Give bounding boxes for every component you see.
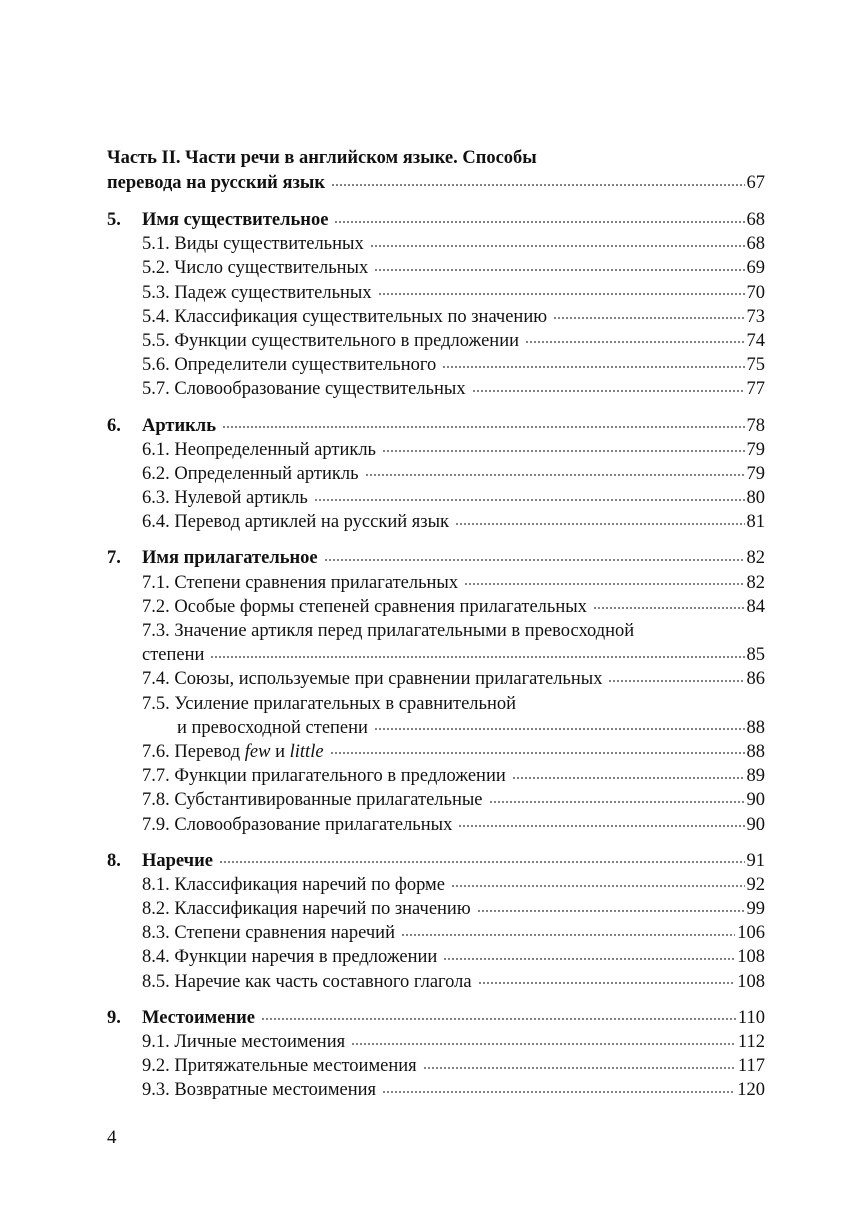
part-title: Часть II. Части речи в английском языке. Способы <box>107 148 537 168</box>
subsection-title: и превосходной степени <box>177 717 368 738</box>
page-number: 78 <box>746 415 765 436</box>
subsection-entry[interactable] <box>107 595 765 619</box>
subsection-title: 7.1. Степени сравнения прилагательных <box>142 572 459 593</box>
toc-section <box>107 1006 765 1103</box>
dot-leader <box>442 364 744 369</box>
subsection-title: 7.7. Функции прилагательного в предложении <box>142 766 506 787</box>
subsection-entry[interactable] <box>107 329 765 353</box>
subsection-entry[interactable] <box>107 510 765 534</box>
dot-leader <box>423 1065 736 1070</box>
toc-section <box>107 849 765 994</box>
part-title-line <box>107 171 765 196</box>
subsection-title: 7.9. Словообразование прилагательных <box>142 814 453 835</box>
subsection-entry[interactable] <box>107 1078 765 1102</box>
page-number: 79 <box>746 463 765 484</box>
subsection-title: 6.1. Неопределенный артикль <box>142 439 376 460</box>
subsection-entry[interactable] <box>107 438 765 462</box>
page-folio: 4 <box>107 1127 117 1148</box>
subsection-entry[interactable] <box>107 571 765 595</box>
page-number: 92 <box>746 874 765 895</box>
page-number: 79 <box>746 439 765 460</box>
page-number: 108 <box>737 971 765 992</box>
dot-leader <box>261 1017 736 1022</box>
toc-section <box>107 208 765 402</box>
page-number: 67 <box>746 173 765 193</box>
page-number: 117 <box>737 1056 765 1077</box>
subsection-title: 7.4. Союзы, используемые при сравнении прилагательных <box>142 669 603 690</box>
page-number: 88 <box>746 741 765 762</box>
dot-leader <box>382 1089 735 1094</box>
subsection-title: 5.3. Падеж существительных <box>142 282 372 303</box>
chapter-number: 6. <box>107 415 121 436</box>
subsection-title: 5.6. Определители существительного <box>142 355 437 376</box>
subsection-title: 8.2. Классификация наречий по значению <box>142 899 471 920</box>
dot-leader <box>210 654 744 659</box>
page-number: 80 <box>746 488 765 509</box>
subsection-title: 9.1. Личные местоимения <box>142 1032 346 1052</box>
subsection-entry[interactable] <box>107 486 765 510</box>
page-number: 108 <box>737 947 765 968</box>
subsection-title: 6.4. Перевод артиклей на русский язык <box>142 512 449 533</box>
subsection-entry[interactable] <box>107 813 765 837</box>
dot-leader <box>443 956 735 961</box>
chapter-title: Наречие <box>142 850 213 871</box>
page-number: 106 <box>737 923 765 944</box>
subsection-entry[interactable] <box>107 1054 765 1078</box>
page-number: 68 <box>746 234 765 255</box>
italic-term: few <box>244 741 271 762</box>
chapter-entry[interactable] <box>107 1006 765 1030</box>
dot-leader <box>330 751 745 756</box>
page-number: 86 <box>746 669 765 690</box>
subsection-title: 9.2. Притяжательные местоимения <box>142 1056 417 1077</box>
subsection-title: 6.2. Определенный артикль <box>142 463 359 484</box>
subsection-entry[interactable] <box>107 970 765 994</box>
page-number: 88 <box>746 717 765 738</box>
page-number: 73 <box>746 306 765 327</box>
subsection-entry[interactable]: 7.5. Усиление прилагательных в сравнительной <box>142 693 517 714</box>
dot-leader <box>455 521 745 526</box>
subsection-title: 6.3. Нулевой артикль <box>142 488 308 509</box>
page-number: 75 <box>746 355 765 376</box>
chapter-entry[interactable] <box>107 546 765 570</box>
page-number: 110 <box>737 1007 765 1028</box>
page-number: 70 <box>746 282 765 303</box>
dot-leader <box>472 388 745 393</box>
toc-section <box>107 414 765 535</box>
subsection-title: 7.6. Перевод few и little <box>142 741 324 762</box>
dot-leader <box>512 775 745 780</box>
dot-leader <box>365 473 745 478</box>
page-number: 81 <box>746 512 765 533</box>
dot-leader <box>331 182 744 187</box>
dot-leader <box>464 582 744 587</box>
subsection-entry[interactable] <box>107 897 765 921</box>
subsection-entry-continued[interactable] <box>107 716 765 740</box>
dot-leader <box>334 219 744 224</box>
subsection-entry[interactable] <box>107 256 765 280</box>
dot-leader <box>382 449 745 454</box>
dot-leader <box>370 243 745 248</box>
page-number: 84 <box>746 596 765 617</box>
italic-term: little <box>289 741 324 762</box>
chapter-number: 9. <box>107 1007 121 1028</box>
page-number: 90 <box>746 790 765 811</box>
page-number: 90 <box>746 814 765 835</box>
dot-leader <box>351 1041 736 1046</box>
subsection-title: 5.5. Функции существительного в предложении <box>142 330 520 351</box>
subsection-title: 8.3. Степени сравнения наречий <box>142 923 395 944</box>
subsection-title: 8.1. Классификация наречий по форме <box>142 874 445 895</box>
dot-leader <box>374 267 744 272</box>
chapter-entry[interactable] <box>107 414 765 438</box>
subsection-title: 7.8. Субстантивированные прилагательные <box>142 790 483 811</box>
part-title-continued: перевода на русский язык <box>107 173 326 193</box>
dot-leader <box>489 799 745 804</box>
dot-leader <box>593 606 745 611</box>
subsection-entry[interactable] <box>107 740 765 764</box>
subsection-title: 5.7. Словообразование существительных <box>142 379 466 400</box>
subsection-entry[interactable] <box>107 462 765 486</box>
subsection-title: 9.3. Возвратные местоимения <box>142 1080 377 1101</box>
subsection-title: 5.4. Классификация существительных по значению <box>142 306 548 327</box>
page-number: 82 <box>746 548 765 569</box>
subsection-entry[interactable]: 7.3. Значение артикля перед прилагательными в превосходной <box>142 621 635 641</box>
page-number: 69 <box>746 258 765 279</box>
chapter-title: Местоимение <box>142 1007 255 1028</box>
subsection-entry[interactable] <box>107 764 765 788</box>
page-number: 82 <box>746 572 765 593</box>
dot-leader <box>458 824 744 829</box>
dot-leader <box>451 884 745 889</box>
dot-leader <box>324 557 745 562</box>
toc-sections <box>107 208 765 1103</box>
chapter-entry[interactable] <box>107 849 765 873</box>
subsection-entry[interactable] <box>107 921 765 945</box>
page-number: 120 <box>737 1080 765 1101</box>
dot-leader <box>378 292 745 297</box>
subsection-entry[interactable] <box>107 1030 765 1054</box>
subsection-entry[interactable] <box>107 377 765 401</box>
table-of-contents <box>107 146 765 1103</box>
subsection-entry[interactable] <box>107 305 765 329</box>
subsection-entry[interactable] <box>107 873 765 897</box>
page-number: 89 <box>746 766 765 787</box>
subsection-title: 5.2. Число существительных <box>142 258 369 279</box>
page-number: 85 <box>746 645 765 666</box>
toc-section <box>107 546 765 836</box>
subsection-title: 5.1. Виды существительных <box>142 234 364 255</box>
dot-leader <box>608 678 744 683</box>
chapter-number: 7. <box>107 548 121 569</box>
subsection-entry[interactable] <box>107 788 765 812</box>
subsection-entry[interactable] <box>107 232 765 256</box>
subsection-title: степени <box>142 645 205 666</box>
dot-leader <box>477 908 745 913</box>
dot-leader <box>553 316 744 321</box>
page-number: 112 <box>737 1032 765 1052</box>
page-number: 74 <box>746 330 765 351</box>
chapter-number: 8. <box>107 850 121 871</box>
subsection-title: 8.5. Наречие как часть составного глагола <box>142 971 472 992</box>
dot-leader <box>401 932 735 937</box>
subsection-entry[interactable] <box>107 353 765 377</box>
dot-leader <box>478 981 736 986</box>
subsection-entry[interactable] <box>107 945 765 969</box>
chapter-entry[interactable] <box>107 208 765 232</box>
subsection-title: 7.2. Особые формы степеней сравнения прилагательных <box>142 596 587 617</box>
dot-leader <box>525 340 744 345</box>
page-number: 99 <box>746 899 765 920</box>
page-number: 91 <box>746 850 765 871</box>
dot-leader <box>222 425 745 430</box>
dot-leader <box>219 860 745 865</box>
subsection-title: 8.4. Функции наречия в предложении <box>142 947 438 968</box>
chapter-number: 5. <box>107 210 121 230</box>
page-number: 68 <box>746 210 765 230</box>
chapter-title: Имя прилагательное <box>142 548 318 569</box>
chapter-title: Имя существительное <box>142 210 329 230</box>
subsection-entry[interactable] <box>107 667 765 691</box>
chapter-title: Артикль <box>142 415 216 436</box>
subsection-entry-continued[interactable] <box>107 643 765 667</box>
dot-leader <box>374 727 745 732</box>
page-number: 77 <box>746 379 765 400</box>
subsection-entry[interactable] <box>107 281 765 305</box>
dot-leader <box>314 497 745 502</box>
